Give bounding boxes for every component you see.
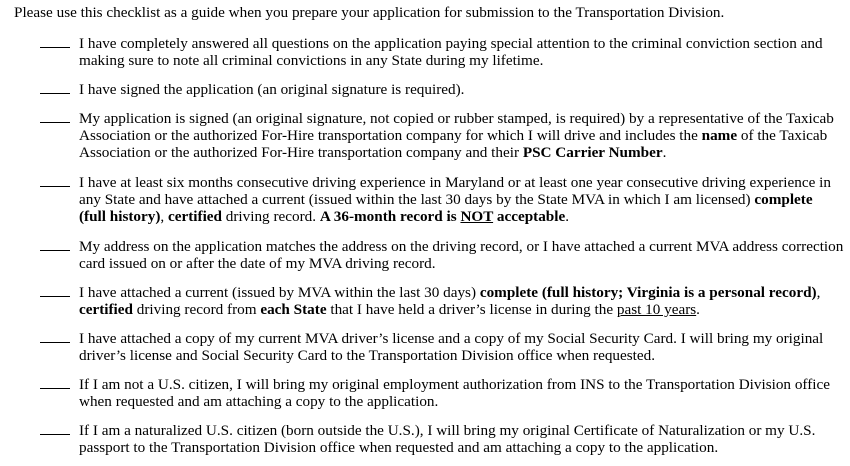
checklist-text: I have attached a current (issued by MVA within the last 30 days)	[79, 284, 480, 301]
checklist-text: card issued on or after the date of my MVA driving record.	[79, 255, 436, 272]
checklist-text: when requested and am attaching a copy to the application.	[79, 393, 439, 410]
checklist-item	[40, 81, 845, 98]
checklist-item	[40, 284, 845, 318]
checklist-text: acceptable	[493, 208, 566, 225]
checklist-item	[40, 174, 845, 225]
checklist-item-line	[40, 127, 845, 144]
checklist-text: ,	[160, 208, 169, 225]
checklist-item-line	[40, 301, 845, 318]
checklist-item	[40, 238, 845, 272]
checklist-item-line	[40, 439, 845, 456]
checklist-item-line	[40, 330, 845, 347]
checklist-item-line	[40, 422, 845, 439]
checklist-item	[40, 376, 845, 410]
checkbox-blank-line[interactable]	[40, 238, 70, 251]
checkbox-blank-line[interactable]	[40, 174, 70, 187]
checkbox-blank-line[interactable]	[40, 376, 70, 389]
checklist-text: A 36-month record is	[319, 208, 461, 225]
checklist-text: Association or the authorized For-Hire transportation company and their	[79, 144, 523, 161]
checklist-text: Association or the authorized For-Hire transportation company for which I will drive and includes the	[79, 127, 702, 144]
checklist-item-line	[40, 393, 845, 410]
checklist-item-line	[40, 174, 845, 191]
checklist-item	[40, 110, 845, 161]
checklist-item-line	[40, 255, 845, 272]
checklist-text: If I am not a U.S. citizen, I will bring my original employment authorization from INS to the Transportation Division office	[79, 376, 830, 393]
checklist-text: .	[662, 144, 667, 161]
checklist-text: passport to the Transportation Division office when requested and am attaching a copy to the application.	[79, 439, 719, 456]
checklist-item	[40, 330, 845, 364]
checklist-item	[40, 35, 845, 69]
checklist-text: name	[701, 127, 738, 144]
checklist-text: driving record from	[132, 301, 261, 318]
checklist-item-line	[40, 238, 845, 255]
checklist-item-line	[40, 110, 845, 127]
checklist-item-line	[40, 376, 845, 393]
intro-text: Please use this checklist as a guide when you prepare your application for submission to the Transportation Division.	[14, 4, 725, 21]
checklist-text: I have at least six months consecutive driving experience in Maryland or at least one year consecutive driving experience in	[79, 174, 831, 191]
checklist-text: .	[696, 301, 700, 318]
checklist-text: .	[565, 208, 570, 225]
checklist-item-line	[40, 35, 845, 52]
checkbox-blank-line[interactable]	[40, 35, 70, 48]
checklist-text: each State	[260, 301, 327, 318]
checkbox-blank-line[interactable]	[40, 330, 70, 343]
checklist-text: PSC Carrier Number	[522, 144, 663, 161]
checklist-text: complete (full history; Virginia is a personal record)	[479, 284, 817, 301]
checklist-item-line	[40, 284, 845, 301]
checklist-item-line	[40, 208, 845, 225]
checklist-text: (full history)	[79, 208, 161, 225]
checkbox-blank-line[interactable]	[40, 284, 70, 297]
checklist-text: certified	[79, 301, 133, 318]
checklist-item-line	[40, 347, 845, 364]
checklist-item-line	[40, 144, 845, 161]
checklist-text: certified	[168, 208, 222, 225]
checklist-text: that I have held a driver’s license in during the	[326, 301, 617, 318]
checkbox-blank-line[interactable]	[40, 110, 70, 123]
checklist-text: past 10 years	[616, 301, 697, 318]
checkbox-blank-line[interactable]	[40, 81, 70, 94]
checklist-item	[40, 422, 845, 456]
checklist-text: My application is signed (an original signature, not copied or rubber stamped, is required) by a representative of the Taxicab	[79, 110, 834, 127]
checklist-item-line	[40, 191, 845, 208]
checklist-text: I have signed the application (an original signature is required).	[79, 81, 465, 98]
checklist-text: driver’s license and Social Security Card to the Transportation Division office when requested.	[79, 347, 656, 364]
checklist-text: I have attached a copy of my current MVA driver’s license and a copy of my Social Security Card. I will bring my original	[79, 330, 824, 347]
checklist-text: If I am a naturalized U.S. citizen (born outside the U.S.), I will bring my original Certificate of Naturalization or my U.S.	[79, 422, 816, 439]
checklist-text: ,	[816, 284, 821, 301]
checkbox-blank-line[interactable]	[40, 422, 70, 435]
checklist-item-line	[40, 81, 845, 98]
checklist-text: of the Taxicab	[737, 127, 828, 144]
checklist-text: I have completely answered all questions on the application paying special attention to the criminal conviction section and	[79, 35, 823, 52]
checklist-text: any State and have attached a current (issued within the last 30 days by the State MVA in which I am licensed)	[79, 191, 755, 208]
checklist-item-line	[40, 52, 845, 69]
checklist-text: My address on the application matches the address on the driving record, or I have attached a current MVA address correction	[79, 238, 844, 255]
checklist-text: complete	[754, 191, 813, 208]
checklist-text: driving record.	[221, 208, 320, 225]
checklist-text: NOT	[460, 208, 494, 225]
checklist-text: making sure to note all criminal convictions in any State during my lifetime.	[79, 52, 544, 69]
